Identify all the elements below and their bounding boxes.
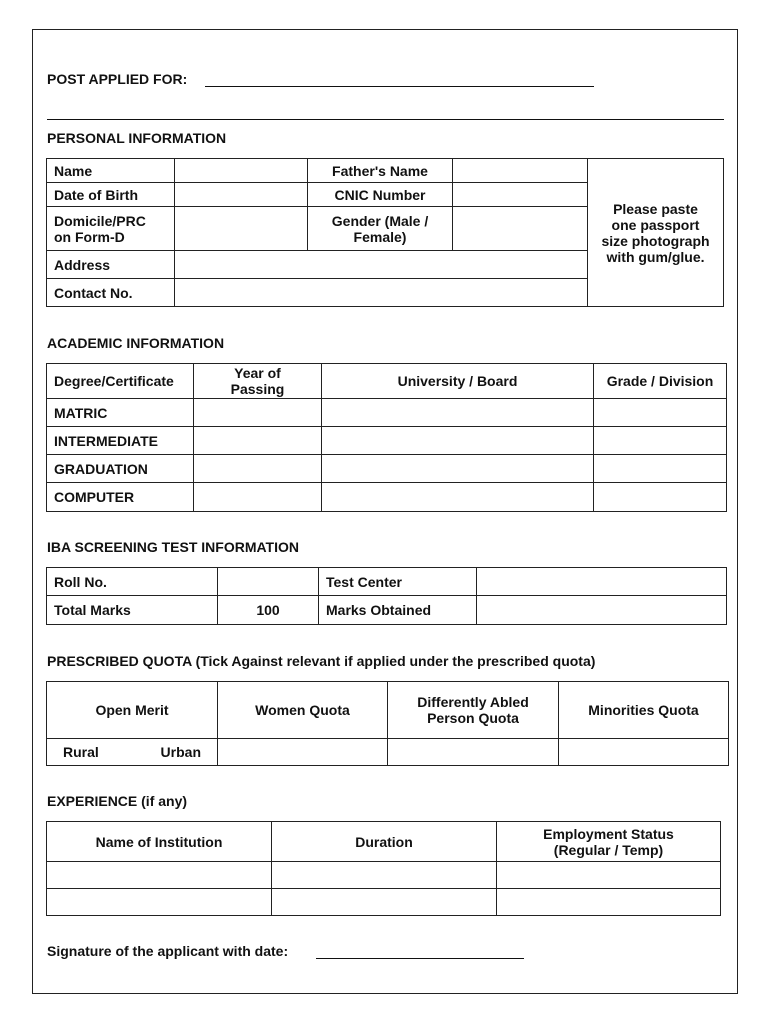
domicile-label: Domicile/PRC on Form-D	[47, 207, 175, 251]
table-cell[interactable]	[322, 399, 594, 427]
table-cell[interactable]	[322, 483, 594, 512]
quota-heading: PRESCRIBED QUOTA (Tick Against relevant if applied under the prescribed quota)	[47, 653, 596, 669]
academic-header-year: Year of Passing	[194, 364, 322, 399]
iba-heading: IBA SCREENING TEST INFORMATION	[47, 539, 299, 555]
contact-label: Contact No.	[47, 279, 175, 307]
table-cell[interactable]	[497, 889, 721, 916]
photo-box: Please paste one passport size photograph with gum/glue.	[588, 159, 724, 307]
urban-option[interactable]: Urban	[160, 744, 201, 760]
cnic-label: CNIC Number	[308, 183, 453, 207]
personal-heading: PERSONAL INFORMATION	[47, 130, 227, 146]
total-marks-value: 100	[218, 596, 319, 625]
table-cell[interactable]	[47, 889, 272, 916]
address-field[interactable]	[175, 251, 588, 279]
signature-label: Signature of the applicant with date:	[47, 943, 289, 959]
marks-obtained-field[interactable]	[477, 596, 727, 625]
academic-heading: ACADEMIC INFORMATION	[47, 335, 225, 351]
iba-table	[46, 567, 727, 625]
total-marks-label: Total Marks	[47, 596, 218, 625]
quota-table	[46, 681, 729, 766]
gender-field[interactable]	[453, 207, 588, 251]
table-cell[interactable]	[47, 862, 272, 889]
differently-abled-tick[interactable]	[388, 739, 559, 766]
dob-label: Date of Birth	[47, 183, 175, 207]
gender-label: Gender (Male / Female)	[308, 207, 453, 251]
academic-header-university: University / Board	[322, 364, 594, 399]
personal-table	[46, 158, 724, 307]
quota-header-minorities: Minorities Quota	[559, 682, 729, 739]
table-cell[interactable]	[194, 427, 322, 455]
post-applied-field[interactable]	[205, 70, 594, 87]
academic-row-matric: MATRIC	[47, 399, 194, 427]
table-cell[interactable]	[272, 862, 497, 889]
academic-row-computer: COMPUTER	[47, 483, 194, 512]
dob-field[interactable]	[175, 183, 308, 207]
experience-header-institution: Name of Institution	[47, 822, 272, 862]
cnic-field[interactable]	[453, 183, 588, 207]
table-cell[interactable]	[322, 455, 594, 483]
roll-no-label: Roll No.	[47, 568, 218, 596]
marks-obtained-label: Marks Obtained	[319, 596, 477, 625]
table-cell[interactable]	[594, 483, 727, 512]
address-label: Address	[47, 251, 175, 279]
experience-table	[46, 821, 721, 916]
contact-field[interactable]	[175, 279, 588, 307]
academic-header-grade: Grade / Division	[594, 364, 727, 399]
table-cell[interactable]	[194, 483, 322, 512]
name-label: Name	[47, 159, 175, 183]
quota-header-women: Women Quota	[218, 682, 388, 739]
experience-heading: EXPERIENCE (if any)	[47, 793, 188, 809]
quota-header-differently-abled: Differently Abled Person Quota	[388, 682, 559, 739]
table-cell[interactable]	[594, 399, 727, 427]
table-cell[interactable]	[194, 455, 322, 483]
quota-header-open-merit: Open Merit	[47, 682, 218, 739]
experience-header-duration: Duration	[272, 822, 497, 862]
experience-header-status: Employment Status (Regular / Temp)	[497, 822, 721, 862]
fathers-name-label: Father's Name	[308, 159, 453, 183]
rural-option[interactable]: Rural	[63, 744, 99, 760]
table-cell[interactable]	[272, 889, 497, 916]
women-quota-tick[interactable]	[218, 739, 388, 766]
fathers-name-field[interactable]	[453, 159, 588, 183]
test-center-label: Test Center	[319, 568, 477, 596]
test-center-field[interactable]	[477, 568, 727, 596]
table-cell[interactable]	[594, 427, 727, 455]
table-cell[interactable]	[322, 427, 594, 455]
academic-row-graduation: GRADUATION	[47, 455, 194, 483]
section-divider	[47, 119, 724, 120]
post-applied-label: POST APPLIED FOR:	[47, 71, 188, 87]
academic-row-intermediate: INTERMEDIATE	[47, 427, 194, 455]
name-field[interactable]	[175, 159, 308, 183]
academic-header-degree: Degree/Certificate	[47, 364, 194, 399]
roll-no-field[interactable]	[218, 568, 319, 596]
table-cell[interactable]	[497, 862, 721, 889]
open-merit-options[interactable]	[47, 739, 218, 766]
table-cell[interactable]	[194, 399, 322, 427]
minorities-quota-tick[interactable]	[559, 739, 729, 766]
signature-field[interactable]	[316, 942, 524, 959]
academic-table	[46, 363, 727, 512]
domicile-field[interactable]	[175, 207, 308, 251]
table-cell[interactable]	[594, 455, 727, 483]
